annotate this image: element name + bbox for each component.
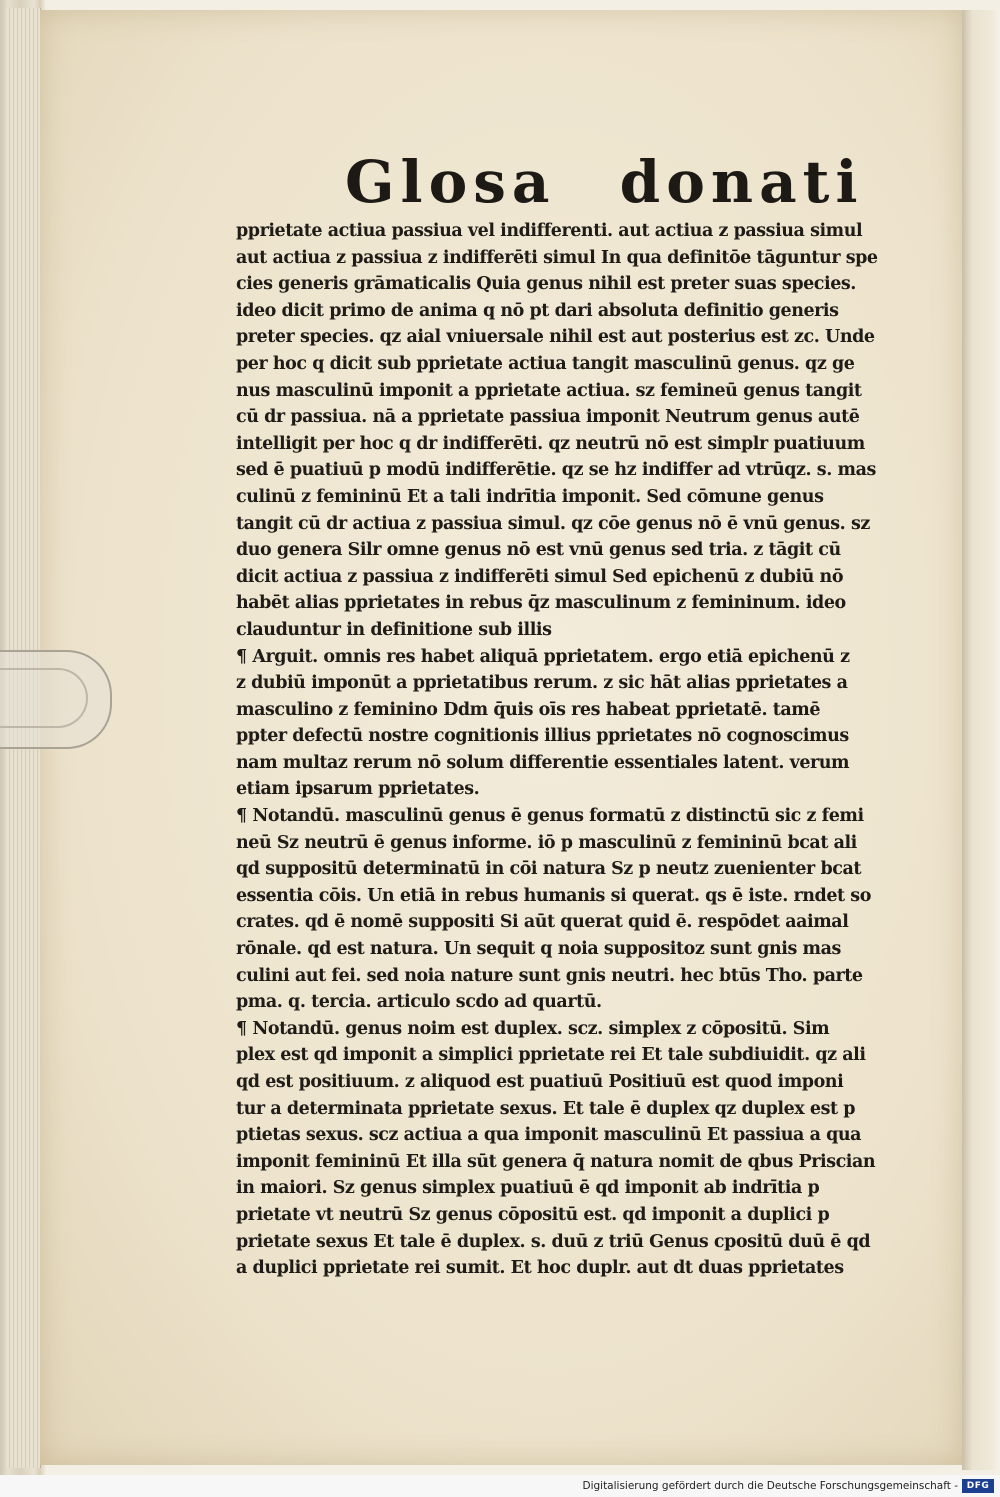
text-line: pprietate actiua passiua vel indifferenti. aut actiua z passiua simul <box>236 221 863 241</box>
footer-credit: Digitalisierung gefördert durch die Deutsche Forschungsgemeinschaft - <box>582 1480 958 1492</box>
footer-bar <box>0 1475 1000 1497</box>
text-line: rōnale. qd est natura. Un sequit q noia suppositoz sunt gnis mas <box>236 939 841 960</box>
text-line: clauduntur in definitione sub illis <box>236 619 552 640</box>
text-line: tur a determinata pprietate sexus. Et tale ē duplex qz duplex est p <box>236 1098 856 1119</box>
text-line: culinū z femininū Et a tali indrītia imponit. Sed cōmune genus <box>236 486 824 507</box>
text-line: dicit actiua z passiua z indifferēti simul Sed epichenū z dubiū nō <box>236 566 844 587</box>
text-line: in maiori. Sz genus simplex puatiuū ē qd imponit ab indrītia p <box>236 1178 820 1199</box>
text-line: ¶ Arguit. omnis res habet aliquā pprietatem. ergo etiā epichenū z <box>236 646 850 667</box>
text-line: cū dr passiua. nā a pprietate passiua imponit Neutrum genus autē <box>236 407 860 428</box>
text-line: qd suppositū determinatū in cōi natura Sz p neutz zuenienter bcat <box>236 859 861 880</box>
text-line: intelligit per hoc q dr indifferēti. qz neutrū nō est simplr puatiuum <box>236 433 865 454</box>
text-line: cies generis grāmaticalis Quia genus nihil est preter suas species. <box>236 274 856 295</box>
text-line: ¶ Notandū. genus noim est duplex. scz. simplex z cōpositū. Sim <box>236 1018 830 1039</box>
text-line: essentia cōis. Un etiā in rebus humanis si querat. qs ē iste. rndet so <box>236 885 871 906</box>
text-line: culini aut fei. sed noia nature sunt gnis neutri. hec btūs Tho. parte <box>236 965 863 986</box>
text-line: z dubiū imponūt a pprietatibus rerum. z sic hāt alias pprietates a <box>236 673 848 694</box>
text-line: nus masculinū imponit a pprietate actiua. sz femineū genus tangit <box>236 380 862 401</box>
text-line: neū Sz neutrū ē genus informe. iō p masculinū z femininū bcat ali <box>236 832 857 853</box>
text-line: sed ē puatiuū p modū indifferētie. qz se hz indiffer ad vtrūqz. s. mas <box>236 460 876 481</box>
text-line: pma. q. tercia. articulo scdo ad quartū. <box>236 992 602 1013</box>
text-line: qd est positiuum. z aliquod est puatiuū Positiuū est quod imponi <box>236 1072 844 1092</box>
text-line: plex est qd imponit a simplici pprietate rei Et tale subdiuidit. qz ali <box>236 1045 866 1066</box>
dfg-logo: DFG <box>962 1479 994 1493</box>
text-line: ¶ Notandū. masculinū genus ē genus formatū z distinctū sic z femi <box>236 806 864 827</box>
text-line: masculino z feminino Ddm q̄uis oīs res habeat pprietatē. tamē <box>236 699 821 720</box>
text-line: etiam ipsarum pprietates. <box>236 779 480 800</box>
page-clip-inner <box>0 668 88 728</box>
text-line: ptietas sexus. scz actiua a qua imponit masculinū Et passiua a qua <box>236 1125 862 1146</box>
text-block <box>236 218 882 1282</box>
text-line: ppter defectū nostre cognitionis illius pprietates nō cognoscimus <box>236 726 849 747</box>
text-line: imponit femininū Et illa sūt genera q̄ natura nomit de qbus Priscian <box>236 1151 876 1172</box>
page-heading: Glosa donati <box>345 148 864 216</box>
text-line: ideo dicit primo de anima q nō pt dari absoluta definitio generis <box>236 300 839 321</box>
text-line: per hoc q dicit sub pprietate actiua tangit masculinū genus. qz ge <box>236 353 855 374</box>
text-line: duo genera Silr omne genus nō est vnū genus sed tria. z tāgit cū <box>236 540 841 561</box>
text-line: a duplici pprietate rei sumit. Et hoc duplr. aut dt duas pprietates <box>236 1258 844 1279</box>
text-line: preter species. qz aial vniuersale nihil est aut posterius est zc. Unde <box>236 327 875 348</box>
text-line: prietate vt neutrū Sz genus cōpositū est. qd imponit a duplici p <box>236 1204 830 1225</box>
text-line: prietate sexus Et tale ē duplex. s. duū z triū Genus cpositū duū ē qd <box>236 1231 871 1252</box>
text-line: aut actiua z passiua z indifferēti simul In qua definitōe tāguntur spe <box>236 247 878 268</box>
text-line: crates. qd ē nomē suppositi Si aūt querat quid ē. respōdet aaimal <box>236 912 849 933</box>
text-line: tangit cū dr actiua z passiua simul. qz cōe genus nō ē vnū genus. sz <box>236 513 870 534</box>
right-page-edge <box>962 10 1000 1470</box>
text-line: habēt alias pprietates in rebus q̄z masculinum z femininum. ideo <box>236 593 846 614</box>
text-line: nam multaz rerum nō solum differentie essentiales latent. verum <box>236 752 850 773</box>
